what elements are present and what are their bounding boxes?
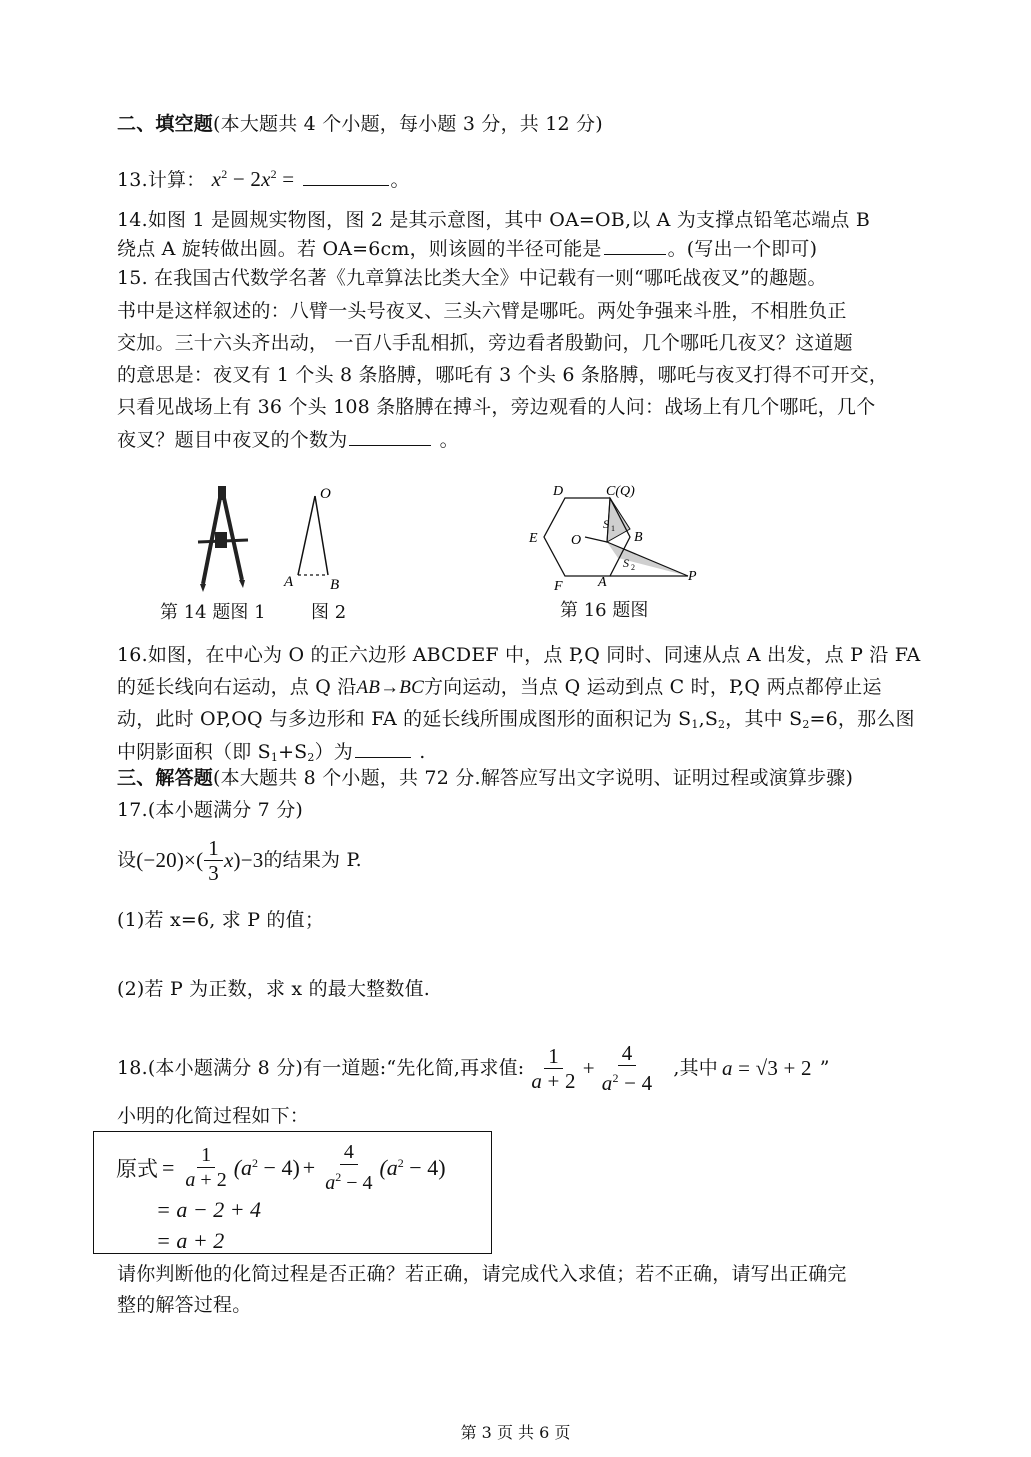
section-2-heading	[117, 112, 603, 136]
q13-answer-blank[interactable]	[303, 167, 389, 186]
q13-expression: $x^2 - 2x^2$ =	[211, 167, 295, 191]
q13-prefix: 13.计算：	[117, 169, 206, 191]
q16-line-4a: 中阴影面积（即 S	[117, 741, 271, 763]
label-O-hex: O	[571, 533, 582, 548]
compass-schematic-diagram	[278, 482, 358, 594]
q18-ask-line-1: 请你判断他的化简过程是否正确？若正确，请完成代入求值；若不正确，请写出正确完	[117, 1263, 847, 1285]
q14-line-2a: 绕点 A 旋转做出圆。若 OA=6cm，则该圆的半径可能是	[117, 238, 602, 260]
label-B: B	[330, 577, 340, 593]
label-E: E	[529, 531, 538, 546]
q17-header: 17.(本小题满分 7 分)	[117, 799, 304, 821]
section-3-desc: (本大题共 8 个小题，共 72 分.解答应写出文字说明、证明过程或演算步骤)	[213, 767, 854, 789]
q18-line-2: 小明的化简过程如下：	[117, 1105, 310, 1127]
fig14-1-caption: 第 14 题图 1	[160, 602, 266, 623]
q15-line-3: 交加。三十六头齐出动， 一百八手乱相抓，旁边看者殷勤问，几个哪吒几夜叉？这道题	[117, 332, 853, 354]
label-F: F	[554, 579, 563, 592]
label-S1-sub: 1	[611, 524, 615, 533]
fig14-2-caption: 图 2	[311, 602, 347, 623]
section-2-desc: (本大题共 4 个小题，每小题 3 分，共 12 分)	[213, 113, 603, 135]
q16-line-4c: .	[413, 741, 426, 763]
solution-box	[93, 1131, 492, 1254]
q15-line-2: 书中是这样叙述的：八臂一头号夜叉、三头六臂是哪吒。两处争强来斗胜，不相胜负正	[117, 300, 847, 322]
q16-line-3a: 动，此时 OP,OQ 与多边形和 FA 的延长线所围成图形的面积记为 S	[117, 708, 692, 730]
q16-line-3: 动，此时 OP,OQ 与多边形和 FA 的延长线所围成图形的面积记为 $S_1,S_2$，其中 $S_2=6$，那么图	[117, 708, 915, 731]
label-P: P	[688, 569, 697, 584]
q16-line-2a: 的延长线向右运动，点 Q 沿	[117, 676, 357, 698]
q14-answer-blank[interactable]	[604, 236, 666, 255]
q15-line-5: 只看见战场上有 36 个头 108 条胳膊在搏斗，旁边观看的人问：战场上有几个哪吒，几个	[117, 396, 876, 418]
q18-close-quote: ”	[819, 1057, 830, 1079]
q18-header: 18.(本小题满分 8 分)有一道题:“先化简,再求值:	[117, 1057, 525, 1079]
fig16-caption: 第 16 题图	[560, 600, 649, 621]
q16-direction-expression: AB→BC	[356, 677, 424, 698]
box-label: 原式	[116, 1156, 158, 1181]
q18-fraction-2: $\frac{4}{a^2 - 4}$	[601, 1041, 653, 1095]
label-B-hex: B	[634, 530, 643, 545]
q18-ask-line-2: 整的解答过程。	[117, 1294, 252, 1316]
q17-part-1: (1)若 x=6, 求 P 的值；	[117, 909, 325, 931]
q15-line-1: 15. 在我国古代数学名著《九章算法比类大全》中记载有一则“哪吒战夜叉”的趣题。	[117, 267, 827, 289]
q18-header-line: 18.(本小题满分 8 分)有一道题:“先化简,再求值: $\frac{1}{a + 2}$ + $\frac{4}{a^2 - 4}$ ,其中 a = √3 + 2 ”	[117, 1041, 830, 1095]
q16-line-2	[117, 675, 882, 700]
solution-step-1: 原式 = $\frac{1}{a + 2}$ $(a^2 - 4)$ + $\frac{4}{a^2 - 4}$ $(a^2 - 4)$	[116, 1141, 446, 1194]
solution-step-2: = a − 2 + 4	[156, 1197, 262, 1222]
q17-expression-tail: x)−3	[223, 848, 264, 872]
q16-line-2b: 方向运动，当点 Q 运动到点 C 时，P,Q 两点都停止运	[423, 676, 882, 698]
label-CQ: C(Q)	[606, 484, 635, 499]
q14-line-2b: 。(写出一个即可)	[667, 238, 818, 260]
section-3-heading	[117, 766, 853, 790]
label-D: D	[553, 484, 564, 499]
q15-line-6a: 夜叉？题目中夜叉的个数为	[117, 429, 348, 451]
q18-fraction-1: $\frac{1}{a + 2}$	[531, 1043, 576, 1093]
q16-line-3b: ，其中 S	[725, 708, 803, 730]
label-S1: S	[603, 517, 609, 531]
label-S2: S	[623, 556, 629, 570]
section-3-title: 三、解答题	[117, 767, 214, 789]
q18-a-value: a = √3 + 2	[721, 1056, 812, 1080]
label-S2-sub: 2	[631, 563, 635, 572]
q15-line-4: 的意思是：夜叉有 1 个头 8 条胳膊，哪吒有 3 个头 6 条胳膊，哪吒与夜叉打得不可开交，	[117, 364, 889, 386]
q17-expression-line	[117, 832, 362, 888]
q14-line-1: 14.如图 1 是圆规实物图，图 2 是其示意图，其中 OA=OB,以 A 为支撑点铅笔芯端点 B	[117, 209, 870, 231]
label-A-hex: A	[598, 575, 607, 590]
section-2-title: 二、填空题	[117, 113, 214, 135]
q14-line-2	[117, 236, 817, 261]
q15-answer-blank[interactable]	[349, 427, 431, 446]
q13-suffix: 。	[390, 169, 410, 191]
q17-suffix: 的结果为 P.	[263, 849, 362, 871]
q16-line-4: 中阴影面积（即 $S_1+S_2$）为 .	[117, 741, 426, 764]
compass-image	[190, 484, 260, 592]
label-A: A	[284, 574, 294, 590]
q16-line-3c: =6，那么图	[809, 708, 915, 730]
q16-line-1: 16.如图，在中心为 O 的正六边形 ABCDEF 中，点 P,Q 同时、同速从点 A 出发，点 P 沿 FA	[117, 644, 921, 666]
shaded-region-s1	[607, 498, 630, 542]
q16-line-4b: ）为	[314, 741, 354, 763]
q17-fraction: $\frac{1}{3}$	[204, 836, 223, 885]
label-O: O	[320, 486, 331, 502]
question-13	[117, 162, 410, 192]
q17-prefix: 设	[117, 849, 137, 871]
solution-step-3: = a + 2	[156, 1228, 225, 1253]
q16-answer-blank[interactable]	[355, 739, 411, 758]
page-footer: 第 3 页 共 6 页	[460, 1423, 571, 1442]
hexagon-diagram	[520, 480, 720, 592]
q15-line-6	[117, 427, 459, 452]
q17-expression: (−20)×(	[136, 848, 204, 872]
q18-where: ,其中	[673, 1057, 718, 1079]
q17-part-2: (2)若 P 为正数，求 x 的最大整数值.	[117, 978, 431, 1000]
q15-line-6b: 。	[433, 429, 459, 451]
